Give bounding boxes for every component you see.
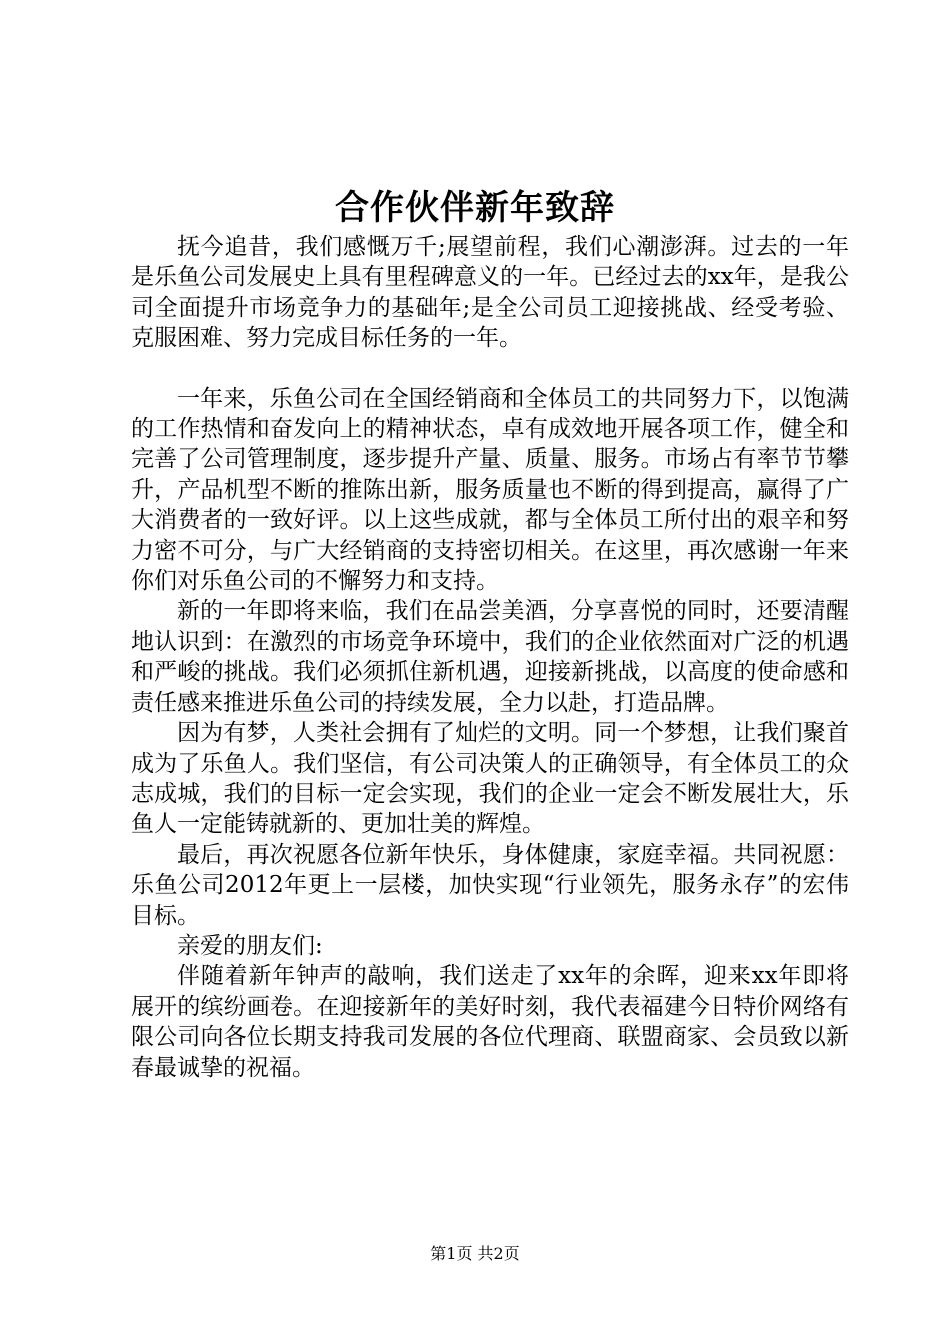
page-footer: 第1页 共2页 [430, 1244, 520, 1263]
paragraph-wishes: 最后，再次祝愿各位新年快乐，身体健康，家庭幸福。共同祝愿：乐鱼公司2012年更上一层楼，加快实现“行业领先，服务永存”的宏伟目标。 [131, 841, 849, 929]
paragraph-intro: 抚今追昔，我们感慨万千;展望前程，我们心潮澎湃。过去的一年是乐鱼公司发展史上具有里程碑意义的一年。已经过去的xx年，是我公司全面提升市场竞争力的基础年;是全公司员工迎接挑战、经受考验、克服困难、努力完成目标任务的一年。 [131, 234, 849, 352]
document-title: 合作伙伴新年致辞 [335, 188, 615, 228]
paragraph-greeting: 伴随着新年钟声的敲响，我们送走了xx年的余晖，迎来xx年即将展开的缤纷画卷。在迎接新年的美好时刻，我代表福建今日特价网络有限公司向各位长期支持我司发展的各位代理商、联盟商家、会员致以新春最诚挚的祝福。 [131, 963, 849, 1081]
paragraph-dream: 因为有梦，人类社会拥有了灿烂的文明。同一个梦想，让我们聚首成为了乐鱼人。我们坚信，有公司决策人的正确领导，有全体员工的众志成城，我们的目标一定会实现，我们的企业一定会不断发展壮大，乐鱼人一定能铸就新的、更加壮美的辉煌。 [131, 720, 849, 838]
paragraph-salutation: 亲爱的朋友们: [177, 932, 323, 959]
document-body [131, 232, 849, 1083]
paragraph-achievements: 一年来，乐鱼公司在全国经销商和全体员工的共同努力下，以饱满的工作热情和奋发向上的精神状态，卓有成效地开展各项工作，健全和完善了公司管理制度，逐步提升产量、质量、服务。市场占有率节节攀升，产品机型不断的推陈出新，服务质量也不断的得到提高，赢得了广大消费者的一致好评。以上这些成就，都与全体员工所付出的艰辛和努力密不可分，与广大经销商的支持密切相关。在这里，再次感谢一年来你们对乐鱼公司的不懈努力和支持。 [131, 385, 849, 595]
paragraph-new-year-outlook: 新的一年即将来临，我们在品尝美酒，分享喜悦的同时，还要清醒地认识到：在激烈的市场竞争环境中，我们的企业依然面对广泛的机遇和严峻的挑战。我们必须抓住新机遇，迎接新挑战，以高度的使命感和责任感来推进乐鱼公司的持续发展，全力以赴，打造品牌。 [131, 598, 849, 716]
